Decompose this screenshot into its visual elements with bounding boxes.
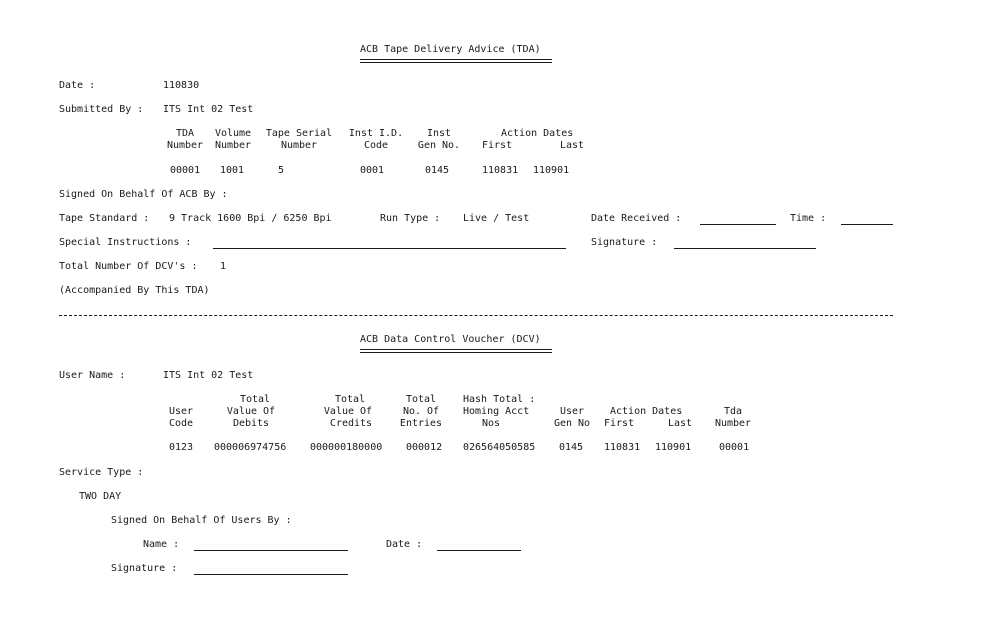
tda-row-first: 110831: [482, 165, 519, 176]
dcv-signed-users-label: Signed On Behalf Of Users By :: [111, 515, 292, 526]
dcv-row-entries: 000012: [406, 442, 443, 453]
tda-col-first-h2: First: [482, 140, 513, 151]
tda-row-inst-id: 0001: [360, 165, 385, 176]
dcv-user-name-label: User Name :: [59, 370, 126, 381]
tda-date-value: 110830: [163, 80, 200, 91]
dcv-row-tda: 00001: [719, 442, 750, 453]
tda-run-type-label: Run Type :: [380, 213, 441, 224]
dcv-col-user-gen-h1: User: [559, 406, 585, 417]
dcv-col-entries-h3: Entries: [399, 418, 443, 429]
section-divider: [59, 315, 893, 316]
dcv-col-last-h2: Last: [668, 418, 693, 429]
tda-time-field[interactable]: [841, 224, 893, 225]
tda-submitted-label: Submitted By :: [59, 104, 144, 115]
dcv-row-debits: 000006974756: [214, 442, 287, 453]
dcv-col-debits-h1: Total: [239, 394, 271, 405]
tda-col-inst-id-h2: Code: [363, 140, 389, 151]
tda-signature-label: Signature :: [591, 237, 658, 248]
tda-special-field[interactable]: [213, 248, 566, 249]
dcv-row-hash: 026564050585: [463, 442, 536, 453]
tda-total-dcv-value: 1: [220, 261, 227, 272]
tda-col-volume-h2: Number: [214, 140, 252, 151]
tda-tape-standard-value: 9 Track 1600 Bpi / 6250 Bpi: [169, 213, 332, 224]
dcv-col-tda-h1: Tda: [723, 406, 743, 417]
dcv-date-field[interactable]: [437, 550, 521, 551]
dcv-service-type-value: TWO DAY: [79, 491, 122, 502]
tda-col-tape-serial-h2: Number: [280, 140, 318, 151]
tda-tape-standard-label: Tape Standard :: [59, 213, 150, 224]
tda-row-volume-number: 1001: [220, 165, 245, 176]
dcv-col-debits-h3: Debits: [232, 418, 270, 429]
tda-col-tape-serial-h1: Tape Serial: [265, 128, 333, 139]
dcv-col-user-gen-h2: Gen No: [553, 418, 591, 429]
tda-col-tda-number-h2: Number: [166, 140, 204, 151]
tda-row-inst-gen: 0145: [425, 165, 450, 176]
tda-total-dcv-label: Total Number Of DCV's :: [59, 261, 198, 272]
tda-special-label: Special Instructions :: [59, 237, 192, 248]
dcv-col-action-dates-h1: Action Dates: [610, 406, 683, 417]
tda-title-underline: [360, 59, 552, 63]
tda-col-tda-number-h1: TDA: [175, 128, 195, 139]
dcv-col-entries-h2: No. Of: [402, 406, 440, 417]
dcv-col-first-h2: First: [604, 418, 635, 429]
dcv-row-credits: 000000180000: [310, 442, 383, 453]
dcv-signature-label: Signature :: [111, 563, 178, 574]
dcv-title: ACB Data Control Voucher (DCV): [360, 334, 541, 345]
dcv-col-debits-h2: Value Of: [226, 406, 276, 417]
dcv-date-label: Date :: [386, 539, 423, 550]
tda-signed-label: Signed On Behalf Of ACB By :: [59, 189, 228, 200]
tda-row-last: 110901: [533, 165, 570, 176]
dcv-col-hash-h1: Hash Total :: [463, 394, 536, 405]
tda-col-last-h2: Last: [560, 140, 585, 151]
dcv-col-credits-h2: Value Of: [323, 406, 373, 417]
dcv-col-credits-h1: Total: [334, 394, 366, 405]
tda-time-label: Time :: [790, 213, 827, 224]
dcv-col-entries-h1: Total: [405, 394, 437, 405]
dcv-row-user-code: 0123: [169, 442, 194, 453]
dcv-row-user-gen: 0145: [559, 442, 584, 453]
dcv-row-first: 110831: [604, 442, 641, 453]
tda-row-tape-serial: 5: [278, 165, 285, 176]
tda-submitted-value: ITS Int 02 Test: [163, 104, 254, 115]
dcv-row-last: 110901: [655, 442, 692, 453]
dcv-signature-field[interactable]: [194, 574, 348, 575]
tda-row-tda-number: 00001: [170, 165, 201, 176]
tda-col-inst-gen-h2: Gen No.: [417, 140, 461, 151]
tda-date-label: Date :: [59, 80, 96, 91]
tda-col-inst-gen-h1: Inst: [426, 128, 452, 139]
tda-date-received-label: Date Received :: [591, 213, 682, 224]
dcv-col-tda-h2: Number: [714, 418, 752, 429]
dcv-name-field[interactable]: [194, 550, 348, 551]
tda-date-received-field[interactable]: [700, 224, 776, 225]
tda-col-inst-id-h1: Inst I.D.: [348, 128, 404, 139]
tda-signature-field[interactable]: [674, 248, 816, 249]
dcv-title-underline: [360, 349, 552, 353]
dcv-col-credits-h3: Credits: [329, 418, 373, 429]
dcv-col-user-code-h1: User: [168, 406, 194, 417]
dcv-col-hash-h2: Homing Acct: [463, 406, 530, 417]
dcv-col-user-code-h2: Code: [168, 418, 194, 429]
dcv-user-name-value: ITS Int 02 Test: [163, 370, 254, 381]
dcv-col-hash-h3: Nos: [482, 418, 501, 429]
dcv-name-label: Name :: [143, 539, 180, 550]
tda-col-volume-h1: Volume: [214, 128, 252, 139]
dcv-service-type-label: Service Type :: [59, 467, 144, 478]
tda-accompanied-note: (Accompanied By This TDA): [59, 285, 210, 296]
tda-run-type-value: Live / Test: [463, 213, 530, 224]
tda-title: ACB Tape Delivery Advice (TDA): [360, 44, 541, 55]
tda-col-action-dates-h1: Action Dates: [501, 128, 574, 139]
